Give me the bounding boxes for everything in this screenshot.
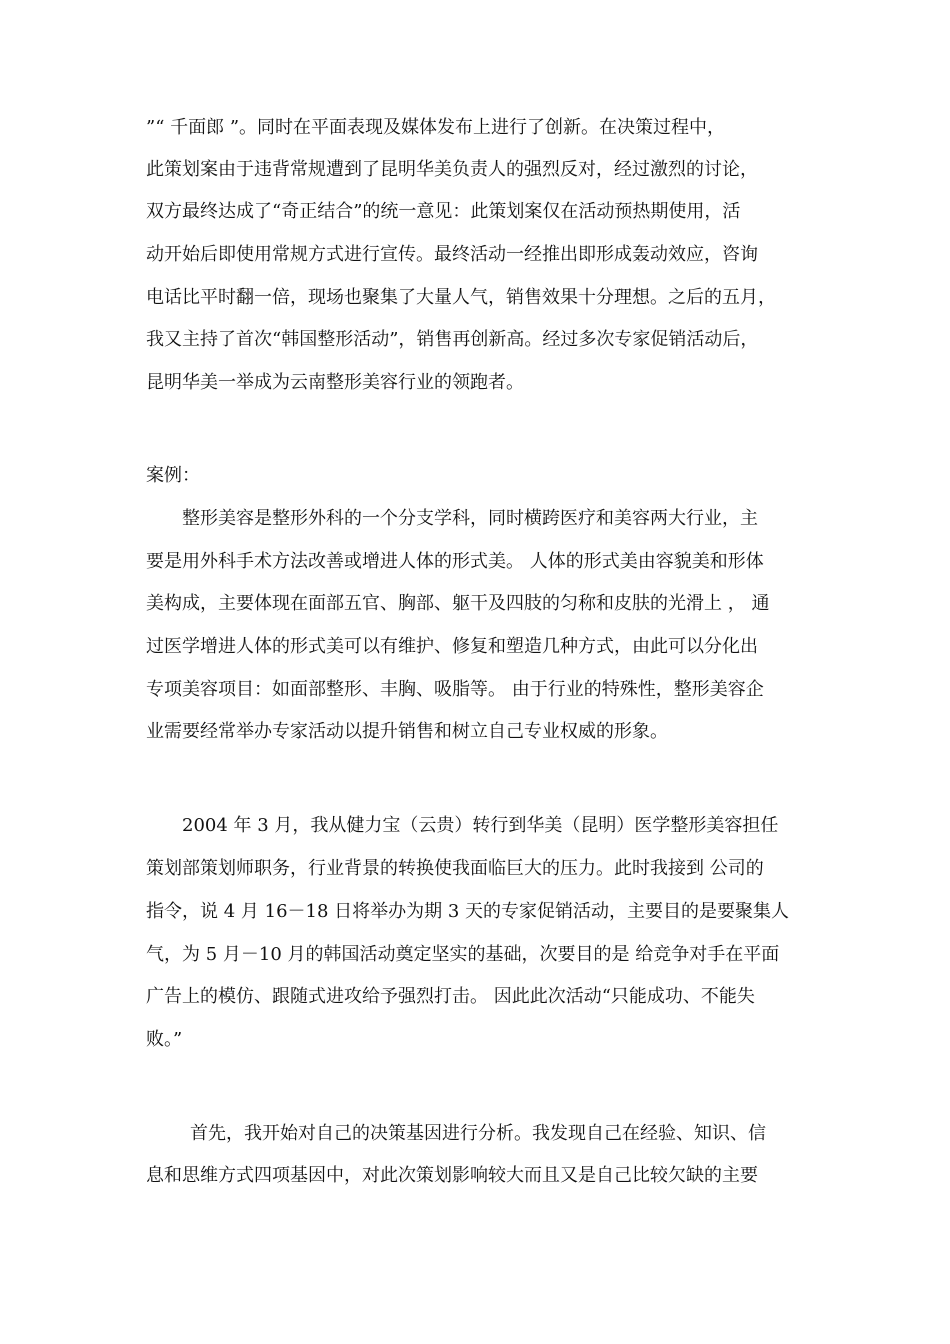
text-line: 双方最终达成了“奇正结合”的统一意见：此策划案仅在活动预热期使用，活: [146, 201, 741, 222]
text-line: 指令，说 4 月 16－18 日将举办为期 3 天的专家促销活动，主要目的是要聚集人: [146, 901, 790, 922]
text-line: 败。”: [146, 1029, 183, 1050]
text-line: 整形美容是整形外科的一个分支学科，同时横跨医疗和美容两大行业，主: [182, 508, 758, 529]
text-line: 要是用外科手术方法改善或增进人体的形式美。 人体的形式美由容貌美和形体: [146, 551, 764, 572]
text-line: 美构成，主要体现在面部五官、胸部、躯干及四肢的匀称和皮肤的光滑上 ， 通: [146, 593, 770, 614]
text-line: 昆明华美一举成为云南整形美容行业的领跑者。: [146, 372, 524, 393]
text-line: 策划部策划师职务，行业背景的转换使我面临巨大的压力。此时我接到 公司的: [146, 858, 764, 879]
text-line: ”“ 千面郎 ”。同时在平面表现及媒体发布上进行了创新。在决策过程中，: [146, 117, 726, 138]
text-line: 气，为 5 月－10 月的韩国活动奠定坚实的基础，次要目的是 给竞争对手在平面: [146, 944, 780, 965]
text-line: 专项美容项目：如面部整形、丰胸、吸脂等。 由于行业的特殊性，整形美容企: [146, 679, 764, 700]
text-line: 我又主持了首次“韩国整形活动”，销售再创新高。经过多次专家促销活动后，: [146, 329, 759, 350]
text-line: 电话比平时翻一倍，现场也聚集了大量人气，销售效果十分理想。之后的五月，: [146, 287, 776, 308]
text-line: 动开始后即使用常规方式进行宣传。最终活动一经推出即形成轰动效应，咨询: [146, 244, 758, 265]
text-line: 业需要经常举办专家活动以提升销售和树立自己专业权威的形象。: [146, 721, 668, 742]
text-line: 2004 年 3 月，我从健力宝（云贵）转行到华美（昆明）医学整形美容担任: [182, 815, 779, 836]
case-label: 案例：: [146, 465, 200, 486]
text-line: 息和思维方式四项基因中，对此次策划影响较大而且又是自己比较欠缺的主要: [146, 1165, 758, 1186]
text-line: 过医学增进人体的形式美可以有维护、修复和塑造几种方式，由此可以分化出: [146, 636, 758, 657]
text-line: 此策划案由于违背常规遭到了昆明华美负责人的强烈反对，经过激烈的讨论，: [146, 159, 758, 180]
text-line: 首先，我开始对自己的决策基因进行分析。我发现自己在经验、知识、信: [190, 1123, 766, 1144]
text-line: 广告上的模仿、跟随式进攻给予强烈打击。 因此此次活动“只能成功、不能失: [146, 986, 755, 1007]
